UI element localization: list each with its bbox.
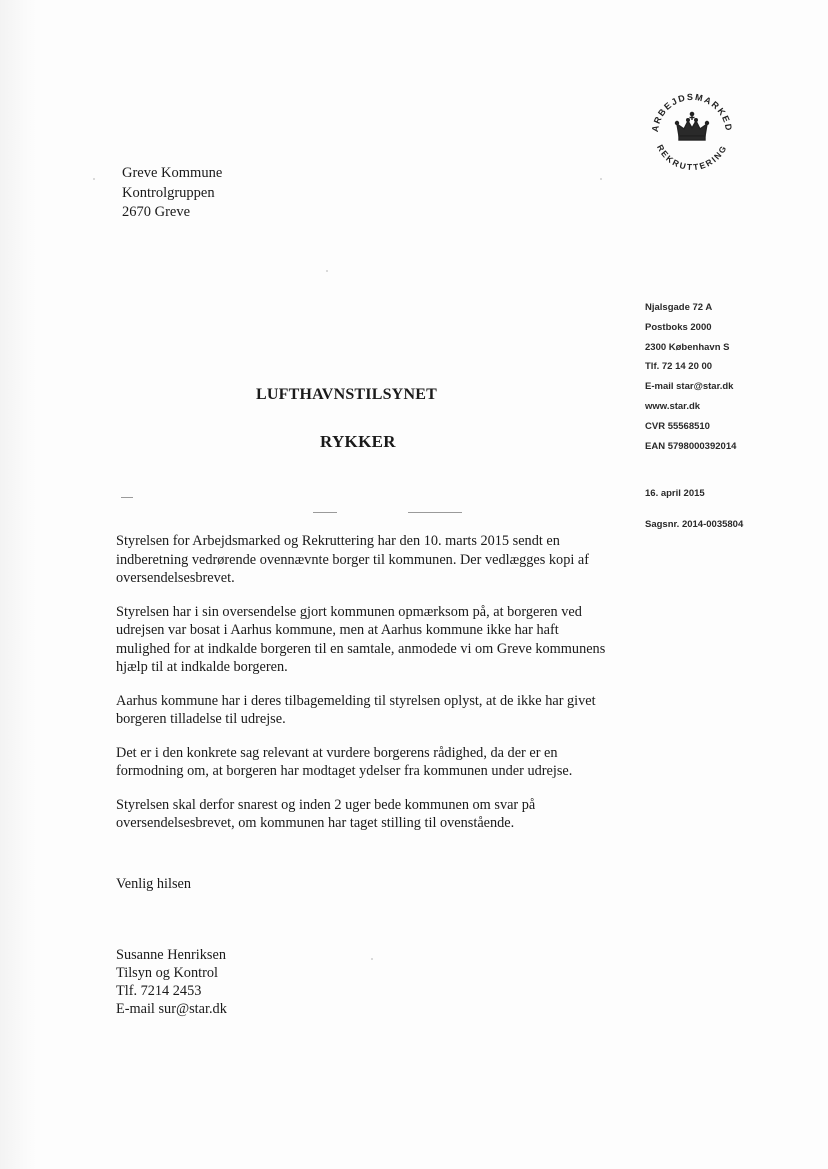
scan-shadow bbox=[0, 0, 36, 1169]
redacted-mark bbox=[313, 512, 337, 513]
sender-address-block bbox=[645, 298, 736, 456]
logo-arc-bottom-text: REKRUTTERING bbox=[654, 142, 730, 173]
sender-ean: EAN 5798000392014 bbox=[645, 440, 737, 452]
body-paragraph: Det er i den konkrete sag relevant at vurdere borgerens rådighed, da der er en formodning om, at borgeren har modtaget ydelser fra kommunen under udrejse. bbox=[116, 744, 573, 779]
recipient-address bbox=[122, 164, 222, 223]
body-paragraph: Styrelsen skal derfor snarest og inden 2 uger bede kommunen om svar på oversendelsesbrevet, om kommunen har taget stilling til ovenstående. bbox=[116, 796, 536, 831]
letter-title: LUFTHAVNSTILSYNET bbox=[256, 386, 437, 403]
sender-city: 2300 København S bbox=[645, 341, 730, 353]
sender-street: Njalsgade 72 A bbox=[645, 302, 713, 313]
scan-speck bbox=[326, 270, 328, 272]
signature-phone: Tlf. 7214 2453 bbox=[116, 983, 202, 999]
letter-subtitle: RYKKER bbox=[320, 432, 396, 451]
crown-icon bbox=[676, 112, 709, 140]
sender-phone: Tlf. 72 14 20 00 bbox=[645, 361, 713, 373]
letter-date: 16. april 2015 bbox=[645, 488, 705, 499]
scan-speck bbox=[371, 958, 373, 960]
sender-email: E-mail star@star.dk bbox=[645, 381, 734, 393]
signature-department: Tilsyn og Kontrol bbox=[116, 965, 218, 981]
sender-postbox: Postboks 2000 bbox=[645, 321, 712, 333]
sender-cvr: CVR 55568510 bbox=[645, 420, 710, 432]
signature-name: Susanne Henriksen bbox=[116, 947, 226, 963]
closing-phrase: Venlig hilsen bbox=[116, 876, 192, 892]
case-number: Sagsnr. 2014-0035804 bbox=[645, 519, 744, 530]
redacted-mark bbox=[121, 497, 133, 498]
recipient-line: Greve Kommune bbox=[122, 165, 223, 181]
signature-email: E-mail sur@star.dk bbox=[116, 1001, 227, 1017]
body-paragraph: Aarhus kommune har i deres tilbagemelding til styrelsen oplyst, at de ikke har givet borgeren tilladelse til udrejse. bbox=[116, 692, 596, 727]
scan-speck bbox=[93, 178, 95, 180]
signature-block bbox=[116, 946, 227, 1018]
body-paragraph: Styrelsen for Arbejdsmarked og Rekruttering har den 10. marts 2015 sendt en indberetning vedrørende ovennævnte borger til kommunen. Der vedlægges kopi af oversendelsesbrevet. bbox=[116, 533, 590, 586]
logo-arc-top-text: ARBEJDSMARKED bbox=[649, 91, 735, 133]
svg-text:REKRUTTERING bbox=[655, 143, 729, 172]
body-paragraph: Styrelsen har i sin oversendelse gjort kommunen opmærksom på, at borgeren ved udrejsen var bosat i Aarhus kommune, men at Aarhus kommune ikke har haft mulighed for at indkalde borgeren til en samtale, anmodede vi om Greve kommunens hjælp til at indkalde borgeren. bbox=[116, 603, 606, 675]
letter-body bbox=[116, 532, 606, 848]
recipient-line: 2670 Greve bbox=[122, 204, 191, 220]
redacted-mark bbox=[408, 512, 462, 513]
recipient-line: Kontrolgruppen bbox=[122, 184, 215, 201]
scan-speck bbox=[600, 178, 602, 180]
agency-seal-logo bbox=[644, 84, 740, 180]
sender-website: www.star.dk bbox=[645, 400, 701, 412]
